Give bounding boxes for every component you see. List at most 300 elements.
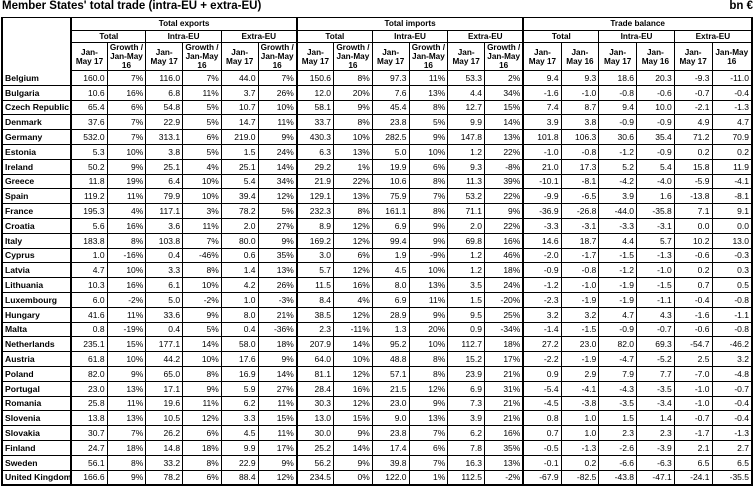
value-cell: 0.9: [523, 366, 561, 381]
table-title: Member States' total trade (intra-EU + extra-EU): [2, 0, 262, 12]
value-cell: 13%: [485, 455, 524, 470]
value-cell: 5.7: [297, 263, 334, 278]
value-cell: 78.2: [146, 470, 183, 485]
value-cell: 21%: [258, 307, 297, 322]
value-cell: 7%: [107, 71, 146, 86]
value-cell: 10.7: [221, 100, 258, 115]
value-cell: 12%: [334, 396, 373, 411]
value-cell: 9%: [409, 307, 448, 322]
col-head-prev: Jan-May 16: [637, 43, 675, 71]
value-cell: 166.6: [71, 470, 107, 485]
table-row: [2, 71, 752, 86]
value-cell: 8%: [409, 174, 448, 189]
value-cell: 9.9: [221, 440, 258, 455]
value-cell: 11.8: [71, 174, 107, 189]
value-cell: -1.7: [561, 248, 599, 263]
value-cell: 14%: [258, 366, 297, 381]
value-cell: 11%: [258, 426, 297, 441]
value-cell: 0.6: [221, 248, 258, 263]
country-name-cell: Greece: [2, 174, 71, 189]
subgroup-balance-intra: Intra-EU: [599, 31, 674, 43]
value-cell: 18%: [107, 440, 146, 455]
value-cell: -16%: [107, 248, 146, 263]
value-cell: -1.1: [637, 292, 675, 307]
col-head-period: Jan-May 17: [523, 43, 561, 71]
value-cell: 80.0: [221, 233, 258, 248]
value-cell: 4%: [183, 159, 222, 174]
value-cell: 88.4: [221, 470, 258, 485]
table-row: [2, 337, 752, 352]
value-cell: 56.1: [71, 455, 107, 470]
value-cell: -8.1: [561, 174, 599, 189]
country-name-cell: Finland: [2, 440, 71, 455]
value-cell: 79.9: [146, 189, 183, 204]
value-cell: 27%: [258, 381, 297, 396]
value-cell: 9%: [409, 218, 448, 233]
value-cell: 12%: [334, 263, 373, 278]
table-row: [2, 204, 752, 219]
value-cell: 34%: [485, 85, 524, 100]
value-cell: 78.2: [221, 204, 258, 219]
value-cell: 10%: [183, 278, 222, 293]
value-cell: 37.6: [71, 115, 107, 130]
value-cell: -0.8: [561, 263, 599, 278]
col-head-period: Jan-May 17: [146, 43, 183, 71]
value-cell: 13.0: [297, 411, 334, 426]
value-cell: 1.5: [221, 144, 258, 159]
value-cell: 17.3: [561, 159, 599, 174]
value-cell: 7.8: [448, 440, 485, 455]
value-cell: -1.0: [674, 381, 712, 396]
value-cell: -1.2: [599, 144, 637, 159]
value-cell: -24.1: [674, 470, 712, 485]
value-cell: 1%: [409, 470, 448, 485]
value-cell: 14.8: [146, 440, 183, 455]
value-cell: 99.4: [372, 233, 409, 248]
value-cell: -1.3: [637, 248, 675, 263]
value-cell: 11%: [258, 115, 297, 130]
value-cell: 5.4: [637, 159, 675, 174]
value-cell: -54.7: [674, 337, 712, 352]
value-cell: 23.9: [448, 366, 485, 381]
value-cell: 15%: [485, 100, 524, 115]
value-cell: -0.8: [599, 85, 637, 100]
country-name-cell: Netherlands: [2, 337, 71, 352]
value-cell: 0.4: [146, 248, 183, 263]
value-cell: 9%: [409, 130, 448, 145]
value-cell: 8.4: [297, 292, 334, 307]
subgroup-imports-extra: Extra-EU: [448, 31, 524, 43]
value-cell: -0.7: [674, 411, 712, 426]
value-cell: -46%: [183, 248, 222, 263]
value-cell: -9%: [409, 248, 448, 263]
value-cell: 95.2: [372, 337, 409, 352]
country-name-cell: Slovenia: [2, 411, 71, 426]
value-cell: 4.5: [372, 263, 409, 278]
value-cell: 6%: [183, 130, 222, 145]
value-cell: -1.0: [523, 144, 561, 159]
value-cell: 17.4: [372, 440, 409, 455]
subgroup-balance-total: Total: [523, 31, 598, 43]
value-cell: -1.7: [674, 426, 712, 441]
value-cell: 12%: [258, 189, 297, 204]
country-name-cell: Malta: [2, 322, 71, 337]
value-cell: 21%: [485, 366, 524, 381]
value-cell: 65.0: [146, 366, 183, 381]
value-cell: -1.5: [637, 278, 675, 293]
col-head-growth: Growth / Jan-May 16: [258, 43, 297, 71]
value-cell: 22%: [485, 218, 524, 233]
value-cell: -1.1: [712, 307, 752, 322]
value-cell: 61.8: [71, 352, 107, 367]
value-cell: 18%: [485, 263, 524, 278]
group-header-exports: Total exports: [71, 18, 296, 31]
value-cell: 16.9: [221, 366, 258, 381]
value-cell: -0.6: [674, 248, 712, 263]
value-cell: 9%: [258, 352, 297, 367]
value-cell: 19.6: [146, 396, 183, 411]
table-row: [2, 352, 752, 367]
value-cell: -11%: [334, 322, 373, 337]
value-cell: -67.9: [523, 470, 561, 485]
value-cell: 8.9: [297, 218, 334, 233]
value-cell: 7%: [107, 115, 146, 130]
value-cell: 10%: [107, 263, 146, 278]
value-cell: 33.7: [297, 115, 334, 130]
value-cell: -0.7: [637, 322, 675, 337]
value-cell: -0.5: [523, 440, 561, 455]
col-head-period: Jan-May 17: [674, 43, 712, 71]
value-cell: 10%: [183, 352, 222, 367]
value-cell: -0.9: [599, 322, 637, 337]
value-cell: 69.3: [637, 337, 675, 352]
value-cell: 7.9: [599, 366, 637, 381]
value-cell: 10%: [183, 174, 222, 189]
value-cell: -2%: [485, 470, 524, 485]
value-cell: 48.8: [372, 352, 409, 367]
value-cell: 1.0: [71, 248, 107, 263]
value-cell: 234.5: [297, 470, 334, 485]
value-cell: 24%: [485, 278, 524, 293]
value-cell: 18%: [258, 337, 297, 352]
value-cell: 12%: [334, 366, 373, 381]
value-cell: 10%: [334, 352, 373, 367]
value-cell: -19%: [107, 322, 146, 337]
value-cell: -47.1: [637, 470, 675, 485]
value-cell: -4.7: [599, 352, 637, 367]
col-head-period: Jan-May 17: [372, 43, 409, 71]
value-cell: 14%: [485, 115, 524, 130]
value-cell: -0.4: [674, 292, 712, 307]
value-cell: 0.8: [523, 411, 561, 426]
value-cell: 25%: [485, 307, 524, 322]
value-cell: 12%: [258, 470, 297, 485]
col-head-period: Jan-May 17: [599, 43, 637, 71]
value-cell: 30.3: [297, 396, 334, 411]
table-row: [2, 218, 752, 233]
value-cell: -3.1: [561, 218, 599, 233]
col-head-prev: Jan-May 16: [712, 43, 752, 71]
value-cell: 2.0: [221, 218, 258, 233]
value-cell: 6.1: [146, 278, 183, 293]
value-cell: 82.0: [71, 366, 107, 381]
country-name-cell: Italy: [2, 233, 71, 248]
value-cell: 22%: [485, 144, 524, 159]
value-cell: -1.3: [712, 100, 752, 115]
value-cell: -0.6: [637, 85, 675, 100]
value-cell: 8%: [183, 455, 222, 470]
value-cell: 3.9: [523, 115, 561, 130]
value-cell: -1.0: [637, 263, 675, 278]
value-cell: 34%: [258, 174, 297, 189]
value-cell: -0.4: [712, 85, 752, 100]
value-cell: 2.1: [674, 440, 712, 455]
value-cell: 6.2: [221, 396, 258, 411]
value-cell: 9.5: [448, 307, 485, 322]
value-cell: 2.3: [599, 426, 637, 441]
value-cell: 101.8: [523, 130, 561, 145]
value-cell: -3.3: [599, 218, 637, 233]
value-cell: 8.0: [221, 307, 258, 322]
value-cell: 11%: [183, 396, 222, 411]
value-cell: -5.2: [637, 352, 675, 367]
value-cell: 9%: [183, 307, 222, 322]
value-cell: 10.2: [674, 233, 712, 248]
value-cell: 9.9: [448, 115, 485, 130]
value-cell: 13%: [485, 130, 524, 145]
table-row: [2, 381, 752, 396]
value-cell: 11%: [107, 307, 146, 322]
value-cell: 56.2: [297, 455, 334, 470]
value-cell: 122.0: [372, 470, 409, 485]
value-cell: 71.2: [674, 130, 712, 145]
value-cell: -0.9: [637, 115, 675, 130]
value-cell: -3.5: [637, 381, 675, 396]
value-cell: 19.9: [372, 159, 409, 174]
col-head-period: Jan-May 17: [221, 43, 258, 71]
value-cell: -3.5: [599, 396, 637, 411]
value-cell: 26%: [258, 85, 297, 100]
value-cell: 313.1: [146, 130, 183, 145]
value-cell: 12%: [409, 381, 448, 396]
value-cell: 23.8: [372, 426, 409, 441]
col-head-growth: Growth / Jan-May 16: [409, 43, 448, 71]
value-cell: -1.6: [523, 85, 561, 100]
value-cell: 16%: [334, 381, 373, 396]
subgroup-exports-extra: Extra-EU: [221, 31, 296, 43]
value-cell: 5%: [183, 100, 222, 115]
value-cell: 9.3: [448, 159, 485, 174]
value-cell: -36%: [258, 322, 297, 337]
value-cell: -8%: [485, 159, 524, 174]
col-head-period: Jan-May 17: [297, 43, 334, 71]
value-cell: 103.8: [146, 233, 183, 248]
value-cell: -0.8: [561, 144, 599, 159]
value-cell: -1.5: [561, 322, 599, 337]
value-cell: 3.3: [146, 263, 183, 278]
value-cell: 35%: [485, 440, 524, 455]
value-cell: -0.7: [674, 85, 712, 100]
value-cell: 13%: [409, 85, 448, 100]
value-cell: 25.2: [297, 440, 334, 455]
value-cell: 2.9: [561, 366, 599, 381]
value-cell: -20%: [485, 292, 524, 307]
value-cell: 8.7: [561, 100, 599, 115]
value-cell: -1.4: [523, 322, 561, 337]
value-cell: 147.8: [448, 130, 485, 145]
value-cell: 195.3: [71, 204, 107, 219]
value-cell: 7.7: [637, 366, 675, 381]
value-cell: 5%: [409, 115, 448, 130]
value-cell: 7.6: [372, 85, 409, 100]
value-cell: 8%: [183, 263, 222, 278]
country-name-cell: Sweden: [2, 455, 71, 470]
value-cell: 6%: [334, 248, 373, 263]
value-cell: 3.7: [221, 85, 258, 100]
value-cell: 1.2: [448, 144, 485, 159]
value-cell: 21%: [485, 396, 524, 411]
value-cell: -13.8: [674, 189, 712, 204]
value-cell: 9%: [409, 396, 448, 411]
value-cell: -1.9: [561, 352, 599, 367]
value-cell: 26.2: [146, 426, 183, 441]
value-cell: 65.4: [71, 100, 107, 115]
value-cell: 112.5: [448, 470, 485, 485]
country-name-cell: Germany: [2, 130, 71, 145]
value-cell: 10%: [183, 189, 222, 204]
value-cell: 9%: [334, 100, 373, 115]
value-cell: 97.3: [372, 71, 409, 86]
value-cell: 18%: [485, 337, 524, 352]
value-cell: 5.0: [146, 292, 183, 307]
value-cell: -1.9: [599, 278, 637, 293]
value-cell: 7.1: [674, 204, 712, 219]
value-cell: -11.0: [712, 71, 752, 86]
value-cell: 23.0: [561, 337, 599, 352]
value-cell: -1.5: [599, 248, 637, 263]
value-cell: 71.1: [448, 204, 485, 219]
value-cell: 10.6: [372, 174, 409, 189]
value-cell: 17%: [485, 352, 524, 367]
value-cell: 21.0: [523, 159, 561, 174]
value-cell: 3.3: [221, 411, 258, 426]
table-row: [2, 248, 752, 263]
country-name-cell: Cyprus: [2, 248, 71, 263]
value-cell: 23.0: [372, 396, 409, 411]
value-cell: 160.0: [71, 71, 107, 86]
value-cell: 14.7: [221, 115, 258, 130]
value-cell: 5%: [183, 144, 222, 159]
value-cell: 1.6: [637, 189, 675, 204]
value-cell: 16%: [107, 278, 146, 293]
value-cell: 4.2: [221, 278, 258, 293]
value-cell: 7%: [409, 189, 448, 204]
value-cell: 13%: [107, 381, 146, 396]
value-cell: 5.0: [372, 144, 409, 159]
value-cell: 22.9: [146, 115, 183, 130]
value-cell: 14.6: [523, 233, 561, 248]
value-cell: 0.0: [712, 218, 752, 233]
value-cell: 161.1: [372, 204, 409, 219]
table-row: [2, 440, 752, 455]
value-cell: 13%: [334, 144, 373, 159]
value-cell: -0.8: [712, 322, 752, 337]
value-cell: 17.6: [221, 352, 258, 367]
value-cell: 22%: [485, 189, 524, 204]
country-name-cell: Hungary: [2, 307, 71, 322]
value-cell: 4.7: [599, 307, 637, 322]
value-cell: -2.0: [523, 248, 561, 263]
subgroup-exports-intra: Intra-EU: [146, 31, 221, 43]
value-cell: 3%: [183, 204, 222, 219]
value-cell: -6.5: [561, 189, 599, 204]
value-cell: 5%: [183, 115, 222, 130]
value-cell: 18%: [183, 440, 222, 455]
value-cell: 16%: [334, 278, 373, 293]
value-cell: -0.4: [712, 396, 752, 411]
value-cell: -0.9: [637, 144, 675, 159]
value-cell: 33.6: [146, 307, 183, 322]
value-cell: 8%: [409, 100, 448, 115]
value-cell: -5.4: [523, 381, 561, 396]
value-cell: 4%: [334, 292, 373, 307]
value-cell: 58.0: [221, 337, 258, 352]
value-cell: 6.0: [71, 292, 107, 307]
value-cell: -4.5: [523, 396, 561, 411]
value-cell: -44.0: [599, 204, 637, 219]
value-cell: 33.2: [146, 455, 183, 470]
value-cell: 2.3: [297, 322, 334, 337]
value-cell: 7.3: [448, 396, 485, 411]
value-cell: 7%: [258, 71, 297, 86]
value-cell: 16.3: [448, 455, 485, 470]
value-cell: 1.5: [599, 411, 637, 426]
value-cell: 7%: [409, 455, 448, 470]
value-cell: 50.2: [71, 159, 107, 174]
value-cell: 3.2: [523, 307, 561, 322]
value-cell: 4.5: [221, 426, 258, 441]
country-name-cell: Lithuania: [2, 278, 71, 293]
value-cell: 38.5: [297, 307, 334, 322]
value-cell: 6%: [183, 470, 222, 485]
table-row: [2, 233, 752, 248]
value-cell: 235.1: [71, 337, 107, 352]
table-row: [2, 426, 752, 441]
value-cell: 0.2: [561, 455, 599, 470]
value-cell: 27%: [258, 218, 297, 233]
value-cell: 1.5: [448, 292, 485, 307]
value-cell: 0.2: [674, 263, 712, 278]
value-cell: 10%: [258, 100, 297, 115]
value-cell: 1.0: [561, 426, 599, 441]
value-cell: 117.1: [146, 204, 183, 219]
unit-label: bn €: [729, 0, 753, 12]
value-cell: -3%: [258, 292, 297, 307]
value-cell: -6.3: [637, 455, 675, 470]
value-cell: 5.4: [221, 174, 258, 189]
value-cell: -5.9: [674, 174, 712, 189]
value-cell: 30.0: [297, 426, 334, 441]
value-cell: 10%: [107, 144, 146, 159]
value-cell: 3.2: [712, 352, 752, 367]
value-cell: -8.1: [712, 189, 752, 204]
value-cell: 8%: [334, 115, 373, 130]
value-cell: 14%: [258, 159, 297, 174]
value-cell: 12%: [334, 307, 373, 322]
value-cell: 5.3: [71, 144, 107, 159]
value-cell: 44.0: [221, 71, 258, 86]
value-cell: 11%: [107, 189, 146, 204]
